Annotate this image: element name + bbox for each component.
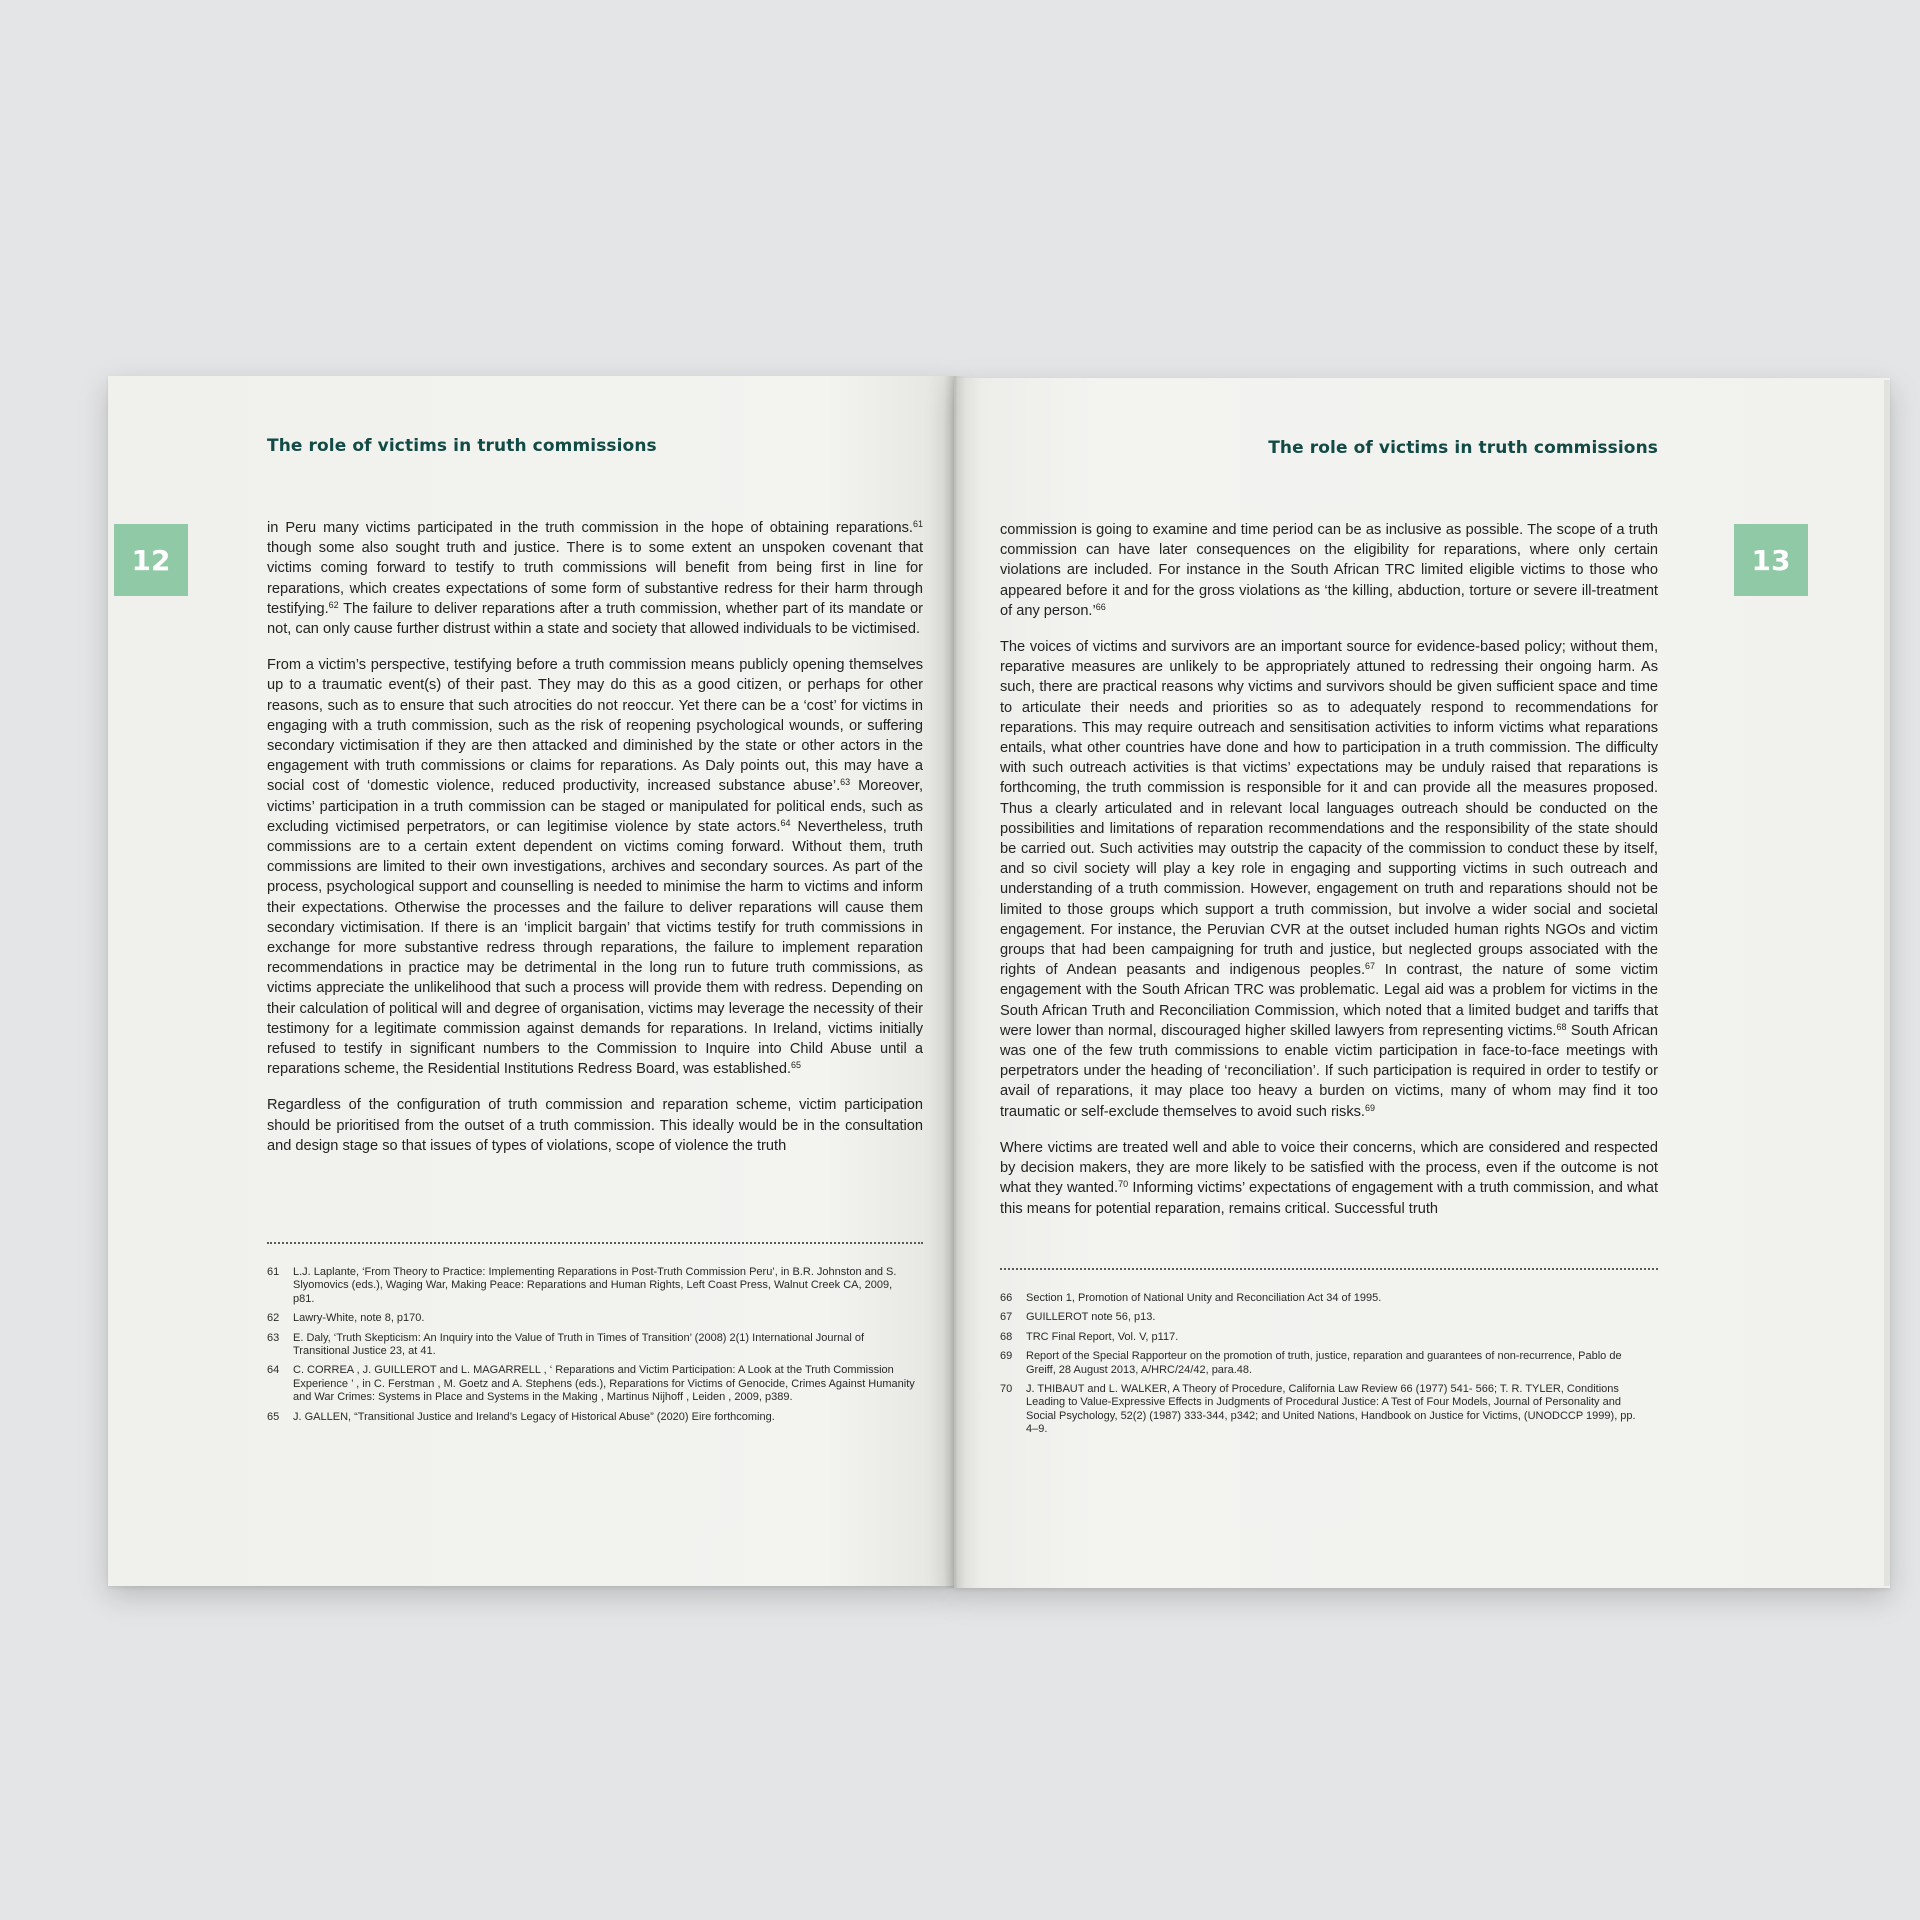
page-stack-edge — [1884, 380, 1890, 1586]
footnote-number: 70 — [1000, 1383, 1013, 1396]
paragraph-text: The failure to deliver reparations after a truth commission, whether part of its mandate or not, can only cause further distrust within a state and society that allowed individuals to be victimised. — [267, 600, 923, 638]
footnote — [1000, 1331, 1650, 1344]
paragraph-text: in Peru many victims participated in the truth commission in the hope of obtaining reparations. — [267, 520, 913, 536]
footnote-text: E. Daly, ‘Truth Skepticism: An Inquiry into the Value of Truth in Times of Transition’ (2008) 2(1) International Journal of Transitional Justice 23, at 41. — [293, 1331, 865, 1358]
footnote-text: Section 1, Promotion of National Unity and Reconciliation Act 34 of 1995. — [1026, 1292, 1382, 1304]
right-page-number-tab: 13 — [1734, 524, 1808, 596]
footnote-number: 61 — [267, 1266, 280, 1278]
paragraph-text: Moreover, victims’ participation in a truth commission can be staged or manipulated for political ends, such as excluding victimised perpetrators, or can legitimise violence by state actors. — [267, 778, 923, 835]
footnote — [1000, 1292, 1650, 1305]
paragraph-text: Regardless of the configuration of truth commission and reparation scheme, victim participation should be prioritised from the outset of a truth commission. This ideally would be in the consultation and design stage so that issues of types of violations, scope of violence the truth — [267, 1097, 923, 1154]
footnote-number: 62 — [267, 1312, 280, 1325]
footnote — [1000, 1383, 1650, 1437]
left-footnote-divider — [267, 1242, 923, 1244]
book-gutter — [944, 376, 966, 1588]
footnote-text: TRC Final Report, Vol. V, p117. — [1026, 1330, 1179, 1343]
footnote-text: J. GALLEN, “Transitional Justice and Ireland’s Legacy of Historical Abuse” (2020) Eire forthcoming. — [293, 1410, 775, 1423]
paragraph-text: The voices of victims and survivors are an important source for evidence-based policy; without them, reparative measures are unlikely to be appropriately attuned to redressing their ongoing harm. As such, there are practical reasons why victims and survivors should be given sufficient space and time to articulate their needs and priorities so as to adequately respond to recommendations for reparations. This may require outreach and sensitisation activities to inform victims what reparations entails, what other countries have done and how to participation in a truth commission. The difficulty with such outreach activities is that victims’ expectations may be unduly raised that reparations is forthcoming, the truth commission is responsible for it and can provide all the measures proposed. Thus a clearly articulated and in relevant local languages outreach should be conducted on the possibilities and limitations of reparation recommendations and the responsibility of the state should be carried out. Such activities may outstrip the capacity of the commission to conduct these by itself, and so civil society will play a key role in engaging and supporting victims in such outreach and understanding of a truth commission. However, engagement on truth and reparations should not be limited to those groups which support a truth commission, but involve a wider social and societal engagement. For instance, the Peruvian CVR at the outset included human rights NGOs and victim groups that had been campaigning for truth and justice, but neglected groups associated with the rights of Andean peasants and indigenous peoples. — [1000, 639, 1658, 979]
footnote-number: 65 — [267, 1410, 280, 1423]
footnote-marker: 66 — [1095, 601, 1106, 612]
right-footnotes — [1000, 1292, 1650, 1443]
footnote — [267, 1312, 915, 1325]
left-running-head: The role of victims in truth commissions — [267, 436, 657, 456]
paragraph-text: Informing victims’ expectations of engagement with a truth commission, and what this means for potential reparation, remains critical. Successful truth — [1000, 1180, 1658, 1217]
footnote-number: 64 — [267, 1364, 280, 1377]
left-page-number-tab: 12 — [114, 524, 188, 596]
paragraph-text: commission is going to examine and time period can be as inclusive as possible. The scope of a truth commission can have later consequences on the eligibility for reparations, where only certain violations are included. For instance in the South African TRC limited eligible victims to those who appeared before it and for the gross violations as ‘the killing, abduction, torture or severe ill-treatment of any person.’ — [1000, 522, 1658, 619]
footnote-text: J. THIBAUT and L. WALKER, A Theory of Procedure, California Law Review 66 (1977) 541- 566; T. R. TYLER, Conditions Leading to Value-Expressive Effects in Judgments of Procedural Justice: A Test of Four Models, Journal of Personality and Social Psychology, 52(2) (1987) 333-344, p342; and United Nations, Handbook on Justice for Victims, (UNODCCP 1999), pp. 4–9. — [1026, 1383, 1636, 1436]
paragraph-text: From a victim’s perspective, testifying before a truth commission means publicly opening themselves up to a traumatic event(s) of their past. They may do this as a good citizen, or perhaps for other reasons, such as to ensure that such atrocities do not reoccur. Yet there can be a ‘cost’ for victims in engaging with a truth commission, such as the risk of reopening psychological wounds, or suffering secondary victimisation if they are then attacked and diminished by the state or other actors in the engagement with truth commissions or claims for reparations. As Daly points out, this may have a social cost of ‘domestic violence, reduced productivity, increased substance abuse’. — [267, 657, 923, 795]
left-footnotes — [267, 1266, 915, 1430]
paragraph-text: In contrast, the nature of some victim engagement with the South African TRC was problematic. Legal aid was a problem for victims in the South African Truth and Reconciliation Commission, which noted that a limited budget and tariffs that were lower than normal, discouraged higher skilled lawyers from representing victims. — [1000, 962, 1658, 1039]
footnote-marker: 65 — [791, 1060, 802, 1071]
footnote-marker: 68 — [1556, 1021, 1567, 1032]
footnote-text: L.J. Laplante, ‘From Theory to Practice: Implementing Reparations in Post-Truth Commission Peru’, in B.R. Johnston and S. Slyomovics (eds.), Waging War, Making Peace: Reparations and Human Rights, Left Coast Press, Walnut Creek CA, 2009, p81. — [293, 1266, 897, 1305]
paragraph-text: though some also sought truth and justice. There is to some extent an unspoken covenant that victims coming forward to testify to truth commissions will benefit from being first in line for reparations, which creates expectations of some form of substantive redress for their harm through testifying. — [267, 540, 923, 617]
footnote-text: GUILLEROT note 56, p13. — [1026, 1311, 1156, 1324]
paragraph — [267, 1095, 923, 1156]
footnote-marker: 61 — [912, 519, 923, 529]
footnote — [267, 1411, 915, 1424]
paragraph — [267, 518, 923, 639]
right-running-head: The role of victims in truth commissions — [1268, 438, 1658, 458]
footnote-marker: 62 — [328, 599, 339, 610]
footnote-text: C. CORREA , J. GUILLEROT and L. MAGARRELL , ‘ Reparations and Victim Participation: A Look at the Truth Commission Experience ’ , in C. Ferstman , M. Goetz and A. Stephens (eds.), Reparations for Victims of Genocide, Crimes Against Humanity and War Crimes: Systems in Place and Systems in the Making , Martinus Nijhoff , Leiden , 2009, p389. — [293, 1364, 915, 1404]
paragraph — [1000, 637, 1658, 1122]
footnote — [267, 1332, 915, 1359]
right-body-text — [1000, 520, 1658, 1235]
footnote — [267, 1364, 915, 1404]
right-footnote-divider — [1000, 1268, 1658, 1270]
left-body-text — [267, 518, 923, 1172]
footnote-number: 67 — [1000, 1311, 1013, 1324]
footnote-marker: 69 — [1365, 1102, 1376, 1113]
paragraph — [1000, 1138, 1658, 1219]
footnote-marker: 63 — [840, 777, 851, 788]
footnote-marker: 70 — [1118, 1179, 1129, 1190]
footnote-number: 63 — [267, 1331, 280, 1344]
footnote-marker: 67 — [1365, 961, 1376, 972]
footnote-text: Lawry-White, note 8, p170. — [293, 1312, 425, 1325]
footnote — [1000, 1350, 1650, 1377]
footnote-number: 68 — [1000, 1330, 1013, 1343]
left-page — [108, 376, 954, 1586]
book-spread — [108, 376, 1890, 1586]
paragraph-text: South African was one of the few truth commissions to enable victim participation in face-to-face meetings with perpetrators under the heading of ‘reconciliation’. If such participation is required in order to testify or avail of reparations, it may place too heavy a burden on victims, many of whom may find it too traumatic or self-exclude themselves to avoid such risks. — [1000, 1022, 1658, 1120]
footnote — [267, 1266, 915, 1306]
paragraph-text: Nevertheless, truth commissions are to a certain extent dependent on victims coming forward. Without them, truth commissions are limited to their own investigations, archives and secondary sources. As part of the process, psychological support and counselling is needed to minimise the harm to victims and inform their expectations. Otherwise the processes and the failure to deliver reparations will cause them secondary victimisation. If there is an ‘implicit bargain’ that victims testify for truth commissions in exchange for more substantive redress through reparations, the failure to implement reparation recommendations in practice may be detrimental in the long run to future truth commissions, as victims appreciate the unlikelihood that such a process will provide them with redress. Depending on their calculation of political will and degree of organisation, victims may leverage the necessity of their testimony for a legitimate commission against demands for reparations. In Ireland, victims initially refused to testify in significant numbers to the Commission to Inquire into Child Abuse until a reparations scheme, the Residential Institutions Redress Board, was established. — [267, 818, 923, 1078]
footnote-number: 69 — [1000, 1350, 1013, 1363]
footnote-marker: 64 — [780, 817, 791, 828]
footnote-text: Report of the Special Rapporteur on the promotion of truth, justice, reparation and guarantees of non-recurrence, Pablo de Greiff, 28 August 2013, A/HRC/24/42, para.48. — [1026, 1350, 1622, 1376]
paragraph — [1000, 520, 1658, 621]
right-page — [954, 378, 1890, 1588]
footnote-number: 66 — [1000, 1292, 1013, 1304]
footnote — [1000, 1311, 1650, 1324]
paragraph — [267, 655, 923, 1079]
paragraph-text: Where victims are treated well and able to voice their concerns, which are considered and respected by decision makers, they are more likely to be satisfied with the process, even if the outcome is not what they wanted. — [1000, 1139, 1658, 1197]
